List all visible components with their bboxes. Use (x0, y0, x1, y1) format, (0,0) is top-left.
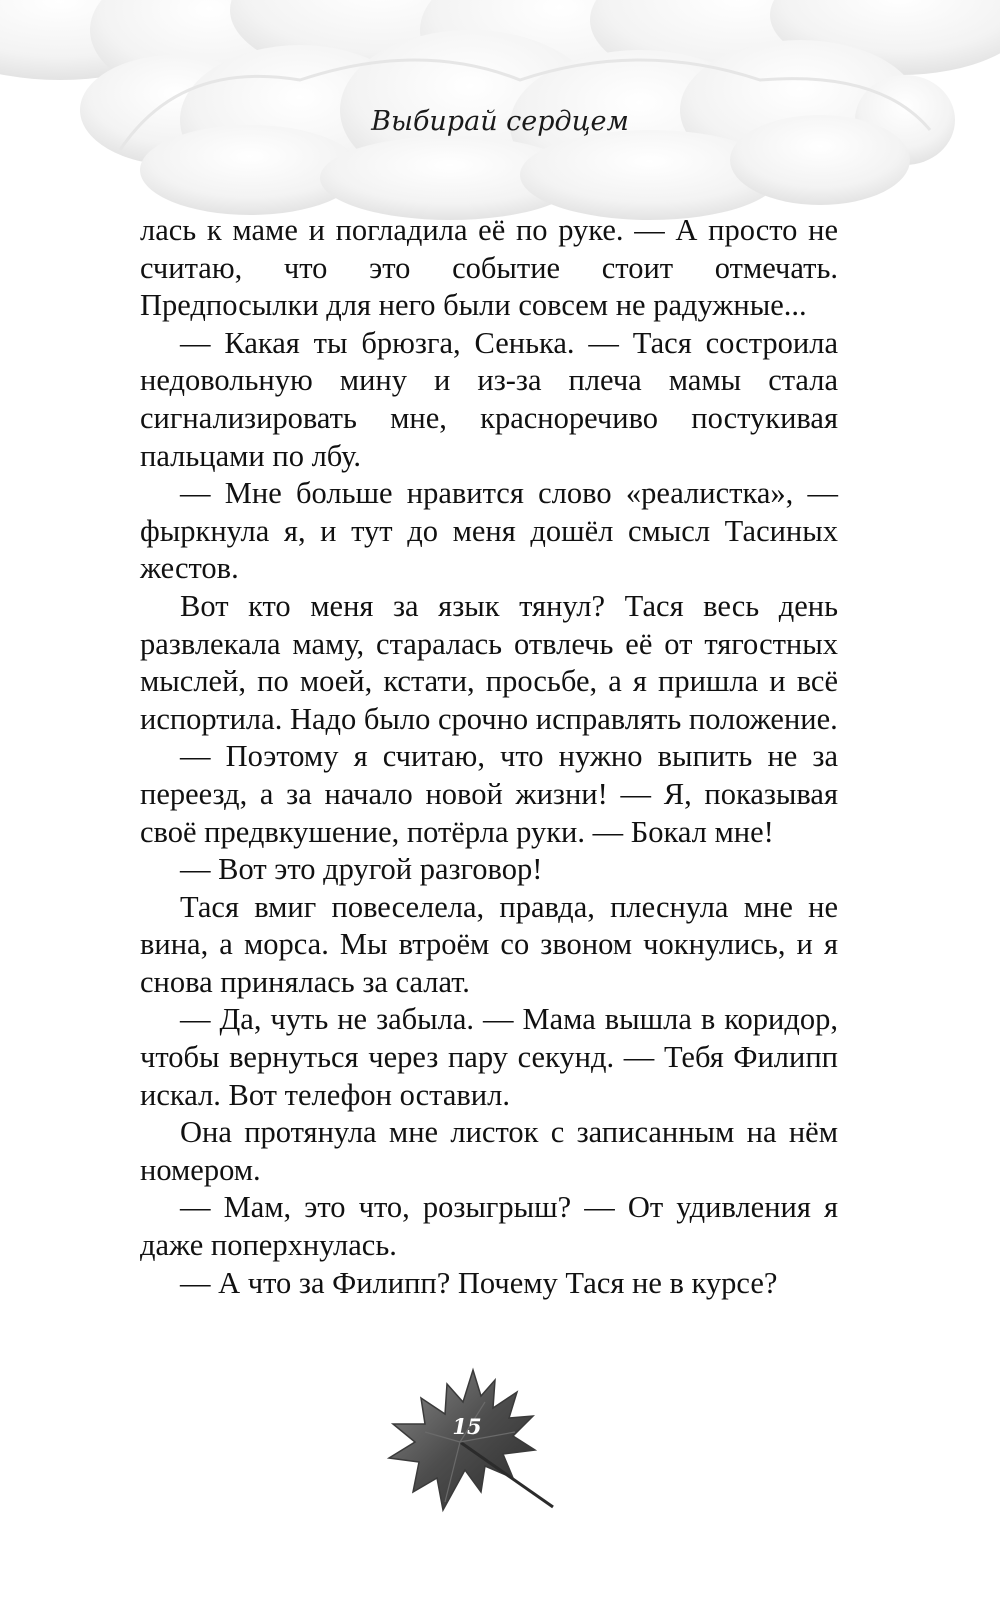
page-number: 15 (452, 1414, 482, 1439)
paragraph: — Да, чуть не забыла. — Мама вышла в коридор, чтобы вернуться через пару секунд. — Тебя Филипп искал. Вот телефон оставил. (140, 1002, 838, 1112)
paragraph: — Вот это другой разговор! (180, 852, 543, 887)
paragraph: — А что за Филипп? Почему Тася не в курсе? (180, 1265, 778, 1300)
paragraph: Вот кто меня за язык тянул? Тася весь день развлекала маму, старалась отвлечь её от тягостных мыслей, по моей, кстати, просьбе, а я пришла и всё испортила. Надо было срочно исправлять положение. (140, 588, 838, 736)
paragraph: Тася вмиг повеселела, правда, плеснула мне не вина, а морса. Мы втроём со звоном чокнулись, и я снова принялась за салат. (140, 889, 838, 999)
paragraph: лась к маме и погладила её по руке. — А просто не считаю, что это событие стоит отмечать. Предпосылки для него были совсем не радужные... (140, 213, 838, 323)
paragraph: — Поэтому я считаю, что нужно выпить не за переезд, а за начало новой жизни! — Я, показывая своё предвкушение, потёрла руки. — Бокал мне! (140, 739, 838, 849)
body-text (140, 212, 838, 1302)
paragraph: — Мне больше нравится слово «реалистка», — фыркнула я, и тут до меня дошёл смысл Тасиных жестов. (140, 476, 838, 586)
paragraph: — Мам, это что, розыгрыш? — От удивления я даже поперхнулась. (140, 1190, 838, 1263)
paragraph: Она протянула мне листок с записанным на нём номером. (140, 1115, 838, 1187)
maple-leaf-icon (385, 1362, 585, 1542)
running-head: Выбирай сердцем (371, 106, 629, 137)
page-number-badge (385, 1362, 585, 1542)
paragraph: — Какая ты брюзга, Сенька. — Тася состроила недовольную мину и из-за плеча мамы стала сигнализировать мне, красноречиво постукивая пальцами по лбу. (140, 325, 838, 473)
